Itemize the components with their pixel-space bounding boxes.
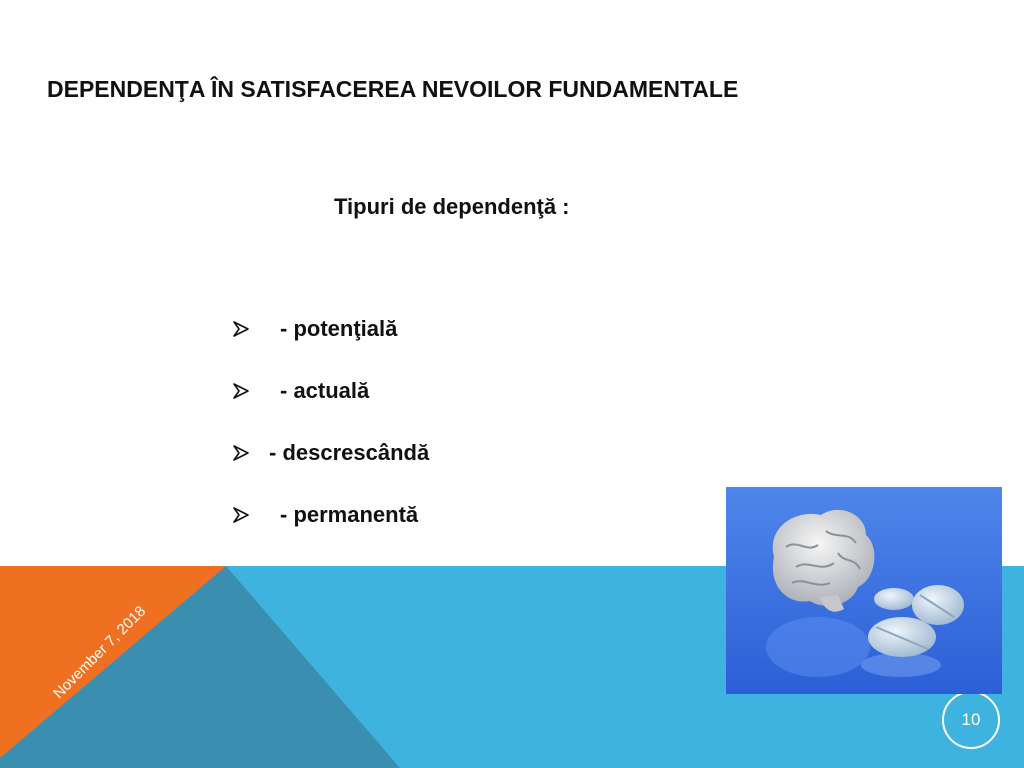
arrow-bullet-icon — [232, 506, 250, 524]
bullet-label: - permanentă — [280, 502, 419, 527]
arrow-bullet-icon — [232, 382, 250, 400]
slide-subtitle: Tipuri de dependenţă : — [334, 194, 570, 219]
brain-and-pills-image — [726, 487, 1002, 694]
bullet-label: - descrescândă — [269, 440, 430, 465]
bullet-label: - potenţială — [280, 316, 398, 341]
page-number: 10 — [961, 710, 981, 729]
bullet-label: - actuală — [280, 378, 370, 403]
brain-pills-illustration — [726, 487, 1002, 694]
slide-date: November 7, 2018 — [50, 602, 150, 703]
arrow-bullet-icon — [232, 444, 250, 462]
arrow-bullet-icon — [232, 320, 250, 338]
slide-title: DEPENDENŢA ÎN SATISFACEREA NEVOILOR FUNDAMENTALE — [47, 76, 739, 102]
page-number-badge — [942, 691, 1000, 749]
